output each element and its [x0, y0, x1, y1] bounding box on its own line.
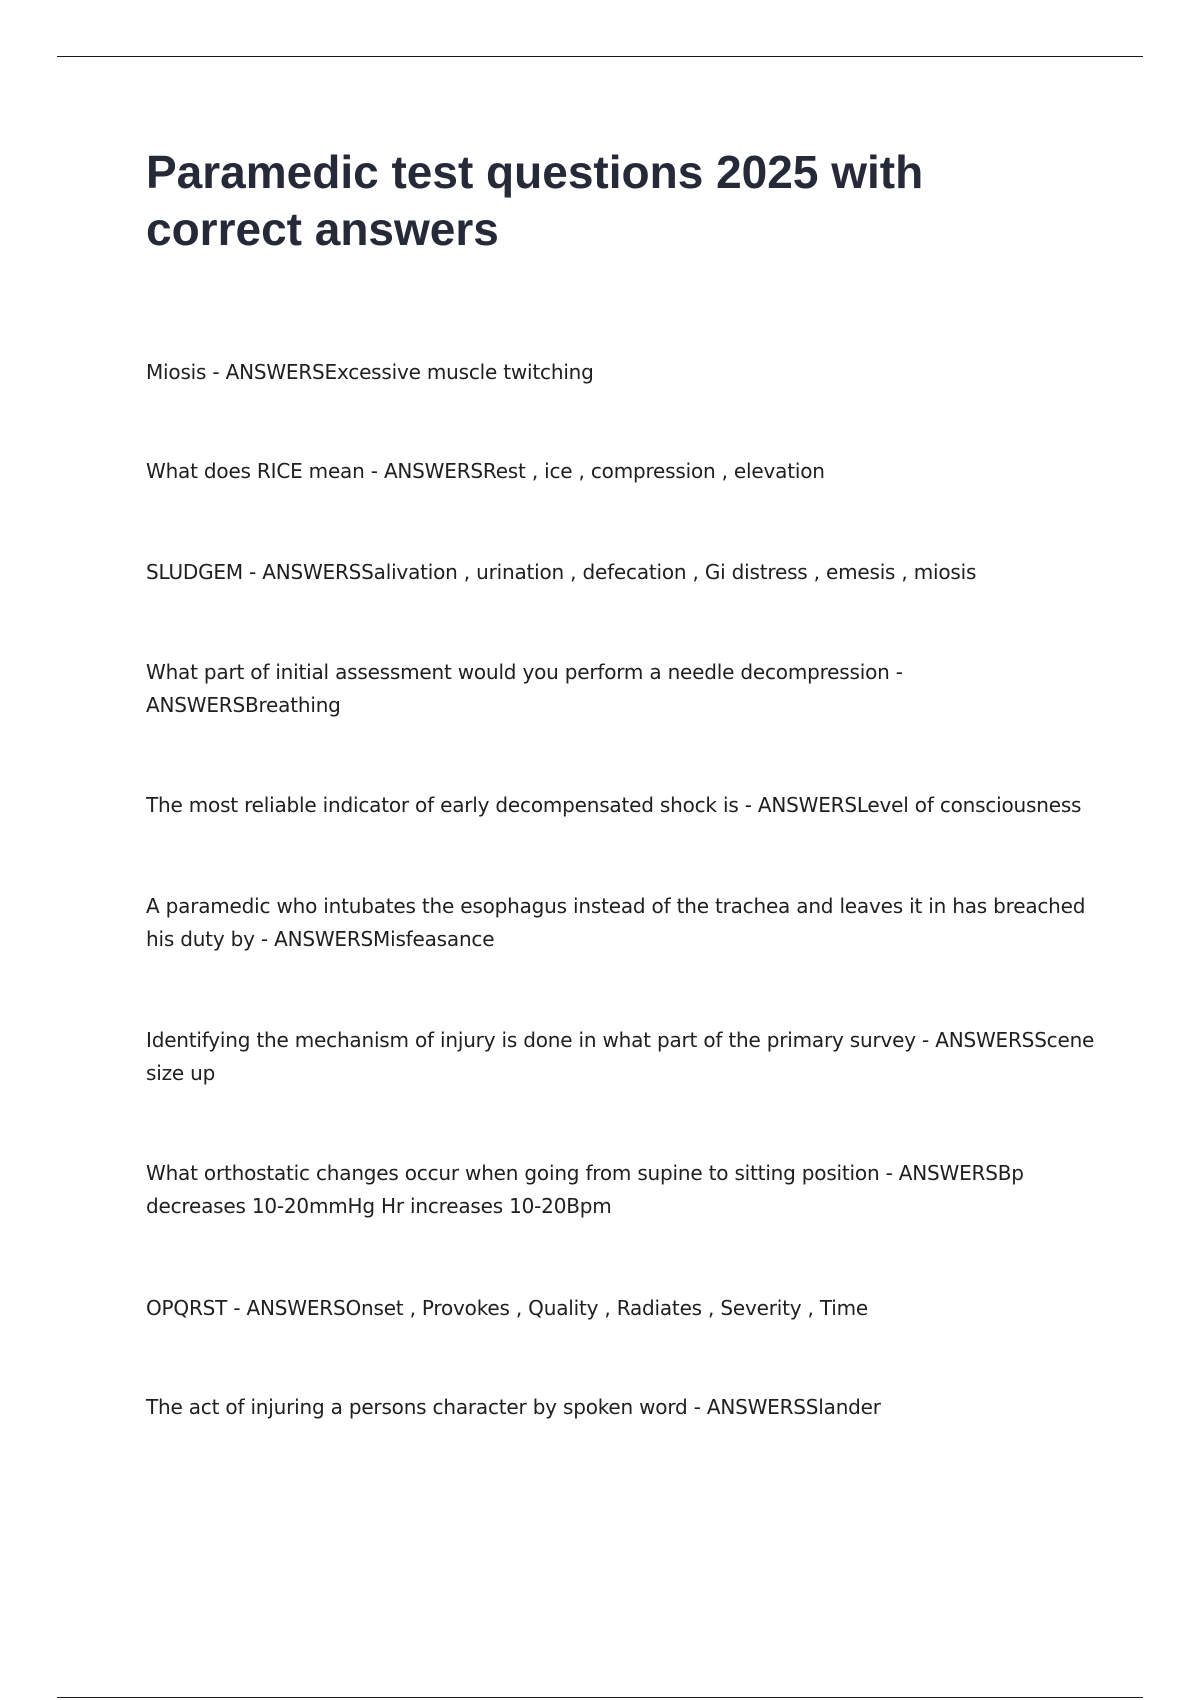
qa-item	[146, 1024, 1101, 1090]
question-text: Identifying the mechanism of injury is done in what part of the primary survey	[146, 1028, 916, 1052]
answer-prefix: ANSWERS	[262, 560, 362, 584]
question-text: What does RICE mean	[146, 459, 365, 483]
question-text: OPQRST	[146, 1296, 228, 1320]
answer-prefix: ANSWERS	[706, 1395, 806, 1419]
question-text: What orthostatic changes occur when going from supine to sitting position	[146, 1161, 880, 1185]
top-rule	[57, 56, 1143, 57]
qa-item	[146, 556, 1096, 589]
question-text: The act of injuring a persons character by spoken word	[146, 1395, 688, 1419]
answer-text: Misfeasance	[373, 927, 495, 951]
qa-item	[146, 1157, 1076, 1223]
bottom-rule	[57, 1697, 1143, 1698]
question-text: What part of initial assessment would you perform a needle decompression	[146, 660, 890, 684]
answer-text: Excessive muscle twitching	[324, 360, 594, 384]
answer-text: Scene size up	[146, 1028, 1095, 1085]
qa-item	[146, 890, 1086, 956]
qa-item	[146, 789, 1096, 822]
answer-prefix: ANSWERS	[383, 459, 483, 483]
question-text: Miosis	[146, 360, 207, 384]
question-text: SLUDGEM	[146, 560, 243, 584]
answer-prefix: ANSWERS	[146, 693, 245, 717]
qa-item	[146, 455, 1096, 488]
answer-prefix: ANSWERS	[898, 1161, 998, 1185]
answer-text: Level of consciousness	[856, 793, 1082, 817]
answer-text: Bp decreases 10-20mmHg Hr increases 10-20Bpm	[146, 1161, 1024, 1218]
answer-prefix: ANSWERS	[757, 793, 857, 817]
answer-text: Rest , ice , compression , elevation	[482, 459, 825, 483]
answer-text: Slander	[805, 1395, 881, 1419]
answer-prefix: ANSWERS	[935, 1028, 1035, 1052]
question-text: The most reliable indicator of early decompensated shock is	[146, 793, 739, 817]
answer-prefix: ANSWERS	[246, 1296, 346, 1320]
qa-item	[146, 1292, 1096, 1325]
answer-text: Breathing	[244, 693, 341, 717]
answer-text: Onset , Provokes , Quality , Radiates , Severity , Time	[345, 1296, 868, 1320]
answer-text: Salivation , urination , defecation , Gi distress , emesis , miosis	[361, 560, 977, 584]
answer-prefix: ANSWERS	[274, 927, 374, 951]
question-text: A paramedic who intubates the esophagus instead of the trachea and leaves it in has breached his duty by	[146, 894, 1086, 951]
qa-item	[146, 656, 926, 722]
answer-prefix: ANSWERS	[225, 360, 325, 384]
document-title: Paramedic test questions 2025 with correct answers	[146, 146, 924, 255]
qa-item	[146, 356, 1096, 389]
qa-item	[146, 1391, 1096, 1424]
